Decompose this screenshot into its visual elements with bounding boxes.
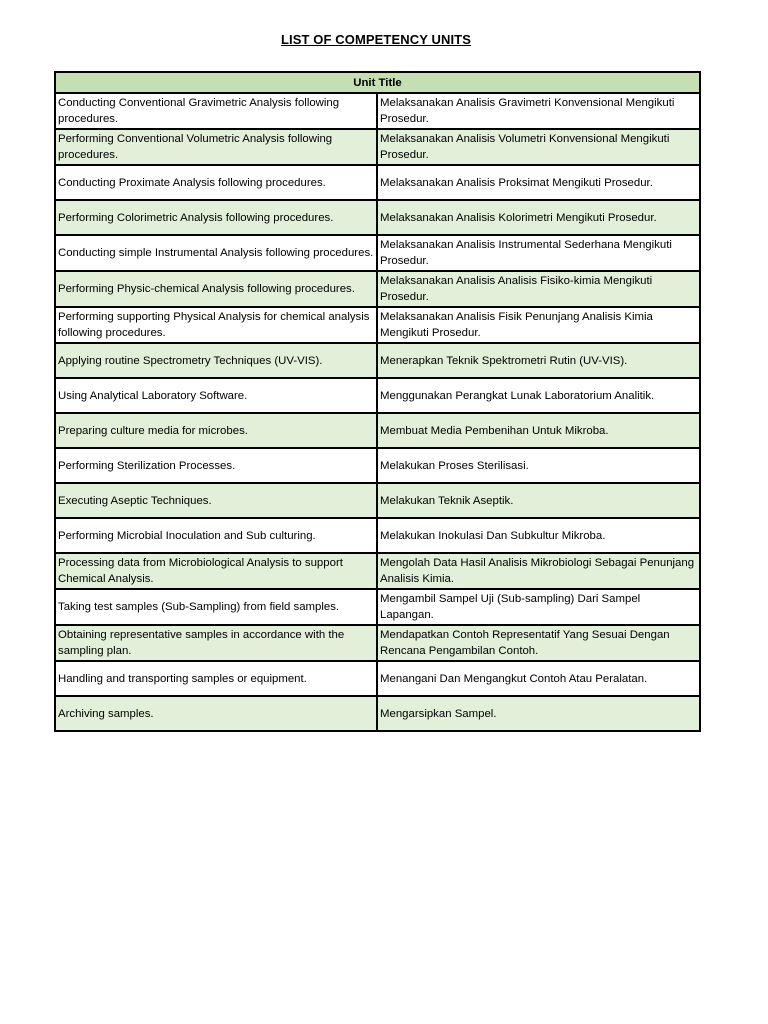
unit-title-indonesian-cell: Melaksanakan Analisis Analisis Fisiko-kimia Mengikuti Prosedur.	[377, 271, 700, 307]
unit-title-indonesian-cell: Melaksanakan Analisis Fisik Penunjang Analisis Kimia Mengikuti Prosedur.	[377, 307, 700, 343]
unit-title-english-cell: Preparing culture media for microbes.	[55, 413, 377, 448]
table-header-row	[55, 72, 700, 93]
unit-title-english-cell: Performing Physic-chemical Analysis following procedures.	[55, 271, 377, 307]
unit-title-header: Unit Title	[55, 72, 700, 93]
table-row	[55, 235, 700, 271]
unit-title-indonesian-cell: Melakukan Inokulasi Dan Subkultur Mikroba.	[377, 518, 700, 553]
competency-units-table	[54, 71, 701, 732]
unit-title-indonesian-cell: Melaksanakan Analisis Instrumental Sederhana Mengikuti Prosedur.	[377, 235, 700, 271]
table-row	[55, 307, 700, 343]
table-row	[55, 661, 700, 696]
unit-title-indonesian-cell: Menangani Dan Mengangkut Contoh Atau Peralatan.	[377, 661, 700, 696]
table-row	[55, 378, 700, 413]
unit-title-indonesian-cell: Mengambil Sampel Uji (Sub-sampling) Dari Sampel Lapangan.	[377, 589, 700, 625]
unit-title-english-cell: Processing data from Microbiological Analysis to support Chemical Analysis.	[55, 553, 377, 589]
table-row	[55, 129, 700, 165]
unit-title-english-cell: Handling and transporting samples or equipment.	[55, 661, 377, 696]
unit-title-english-cell: Using Analytical Laboratory Software.	[55, 378, 377, 413]
unit-title-indonesian-cell: Mengarsipkan Sampel.	[377, 696, 700, 731]
table-row	[55, 483, 700, 518]
unit-title-english-cell: Archiving samples.	[55, 696, 377, 731]
table-row	[55, 589, 700, 625]
unit-title-english-cell: Executing Aseptic Techniques.	[55, 483, 377, 518]
unit-title-indonesian-cell: Melakukan Proses Sterilisasi.	[377, 448, 700, 483]
table-row	[55, 696, 700, 731]
unit-title-english-cell: Obtaining representative samples in accordance with the sampling plan.	[55, 625, 377, 661]
unit-title-english-cell: Performing supporting Physical Analysis for chemical analysis following procedures.	[55, 307, 377, 343]
table-row	[55, 448, 700, 483]
table-row	[55, 271, 700, 307]
table-row	[55, 518, 700, 553]
unit-title-indonesian-cell: Melaksanakan Analisis Gravimetri Konvensional Mengikuti Prosedur.	[377, 93, 700, 129]
unit-title-indonesian-cell: Mendapatkan Contoh Representatif Yang Sesuai Dengan Rencana Pengambilan Contoh.	[377, 625, 700, 661]
unit-title-english-cell: Performing Conventional Volumetric Analysis following procedures.	[55, 129, 377, 165]
unit-title-english-cell: Performing Sterilization Processes.	[55, 448, 377, 483]
unit-title-indonesian-cell: Mengolah Data Hasil Analisis Mikrobiologi Sebagai Penunjang Analisis Kimia.	[377, 553, 700, 589]
unit-title-indonesian-cell: Melaksanakan Analisis Proksimat Mengikuti Prosedur.	[377, 165, 700, 200]
unit-title-english-cell: Applying routine Spectrometry Techniques (UV-VIS).	[55, 343, 377, 378]
unit-title-english-cell: Performing Colorimetric Analysis following procedures.	[55, 200, 377, 235]
unit-title-english-cell: Taking test samples (Sub-Sampling) from field samples.	[55, 589, 377, 625]
unit-title-english-cell: Conducting Conventional Gravimetric Analysis following procedures.	[55, 93, 377, 129]
unit-title-indonesian-cell: Membuat Media Pembenihan Untuk Mikroba.	[377, 413, 700, 448]
unit-title-indonesian-cell: Menerapkan Teknik Spektrometri Rutin (UV-VIS).	[377, 343, 700, 378]
unit-title-english-cell: Conducting simple Instrumental Analysis following procedures.	[55, 235, 377, 271]
table-row	[55, 200, 700, 235]
unit-title-indonesian-cell: Melaksanakan Analisis Volumetri Konvensional Mengikuti Prosedur.	[377, 129, 700, 165]
table-row	[55, 93, 700, 129]
page-title: LIST OF COMPETENCY UNITS	[281, 32, 471, 47]
table-row	[55, 165, 700, 200]
unit-title-indonesian-cell: Melaksanakan Analisis Kolorimetri Mengikuti Prosedur.	[377, 200, 700, 235]
table-row	[55, 625, 700, 661]
table-row	[55, 553, 700, 589]
unit-title-english-cell: Performing Microbial Inoculation and Sub culturing.	[55, 518, 377, 553]
table-row	[55, 413, 700, 448]
table-body	[55, 93, 700, 731]
table-row	[55, 343, 700, 378]
unit-title-indonesian-cell: Menggunakan Perangkat Lunak Laboratorium Analitik.	[377, 378, 700, 413]
unit-title-indonesian-cell: Melakukan Teknik Aseptik.	[377, 483, 700, 518]
unit-title-english-cell: Conducting Proximate Analysis following procedures.	[55, 165, 377, 200]
